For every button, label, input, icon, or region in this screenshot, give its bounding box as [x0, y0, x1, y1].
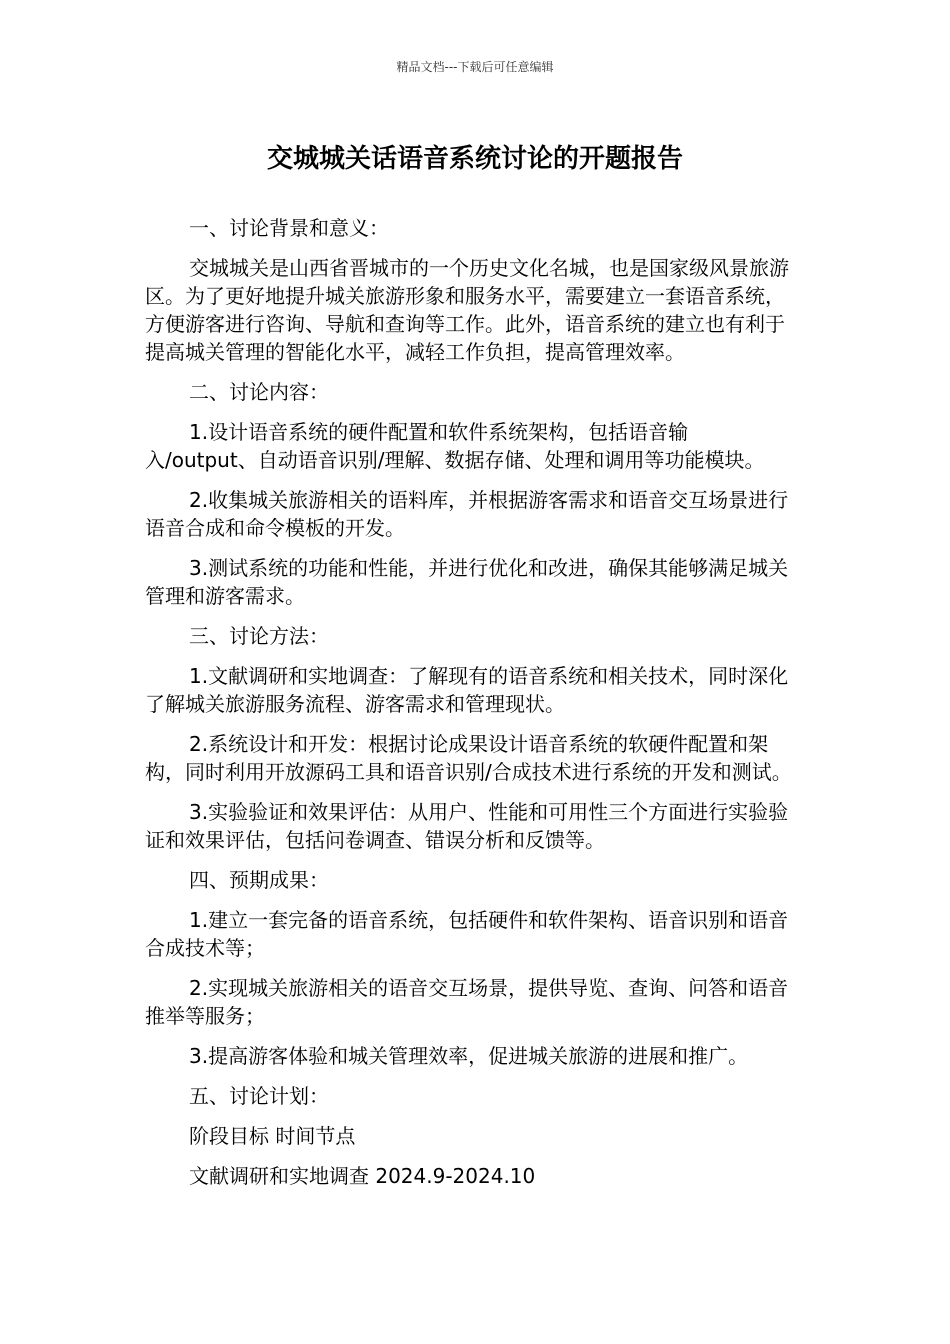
paragraph-methods-1: 1.文献调研和实地调查：了解现有的语音系统和相关技术，同时深化了解城关旅游服务流程、游客需求和管理现状。: [145, 664, 789, 716]
plan-row-1: 文献调研和实地调查 2024.9-2024.10: [189, 1164, 536, 1188]
paragraph-background: 交城城关是山西省晋城市的一个历史文化名城，也是国家级风景旅游区。为了更好地提升城关旅游形象和服务水平，需要建立一套语音系统，方便游客进行咨询、导航和查询等工作。此外，语音系统的建立也有利于提高城关管理的智能化水平，减轻工作负担，提高管理效率。: [145, 256, 789, 364]
paragraph-outcomes-2: 2.实现城关旅游相关的语音交互场景，提供导览、查询、问答和语音推举等服务；: [145, 976, 789, 1028]
paragraph-methods-3: 3.实验验证和效果评估：从用户、性能和可用性三个方面进行实验验证和效果评估，包括问卷调查、错误分析和反馈等。: [145, 800, 789, 852]
paragraph-content-3: 3.测试系统的功能和性能，并进行优化和改进，确保其能够满足城关管理和游客需求。: [145, 556, 789, 608]
header-note: 精品文档---下载后可任意编辑: [396, 60, 554, 74]
document-title: 交城城关话语音系统讨论的开题报告: [266, 144, 683, 174]
document-body: [145, 214, 797, 1202]
section-heading-plan: 五、讨论计划：: [189, 1084, 329, 1108]
paragraph-methods-2: 2.系统设计和开发：根据讨论成果设计语音系统的软硬件配置和架构，同时利用开放源码工具和语音识别/合成技术进行系统的开发和测试。: [145, 732, 792, 784]
section-heading-background: 一、讨论背景和意义：: [189, 216, 389, 240]
plan-table-header: 阶段目标 时间节点: [189, 1124, 356, 1148]
section-heading-outcomes: 四、预期成果：: [189, 868, 329, 892]
paragraph-content-2: 2.收集城关旅游相关的语料库，并根据游客需求和语音交互场景进行语音合成和命令模板的开发。: [145, 488, 789, 540]
section-heading-methods: 三、讨论方法：: [189, 624, 329, 648]
paragraph-content-1: 1.设计语音系统的硬件配置和软件系统架构，包括语音输入/output、自动语音识别/理解、数据存储、处理和调用等功能模块。: [145, 420, 765, 472]
paragraph-outcomes-1: 1.建立一套完备的语音系统，包括硬件和软件架构、语音识别和语音合成技术等；: [145, 908, 789, 960]
paragraph-outcomes-3: 3.提高游客体验和城关管理效率，促进城关旅游的进展和推广。: [189, 1044, 749, 1068]
section-heading-content: 二、讨论内容：: [189, 380, 329, 404]
